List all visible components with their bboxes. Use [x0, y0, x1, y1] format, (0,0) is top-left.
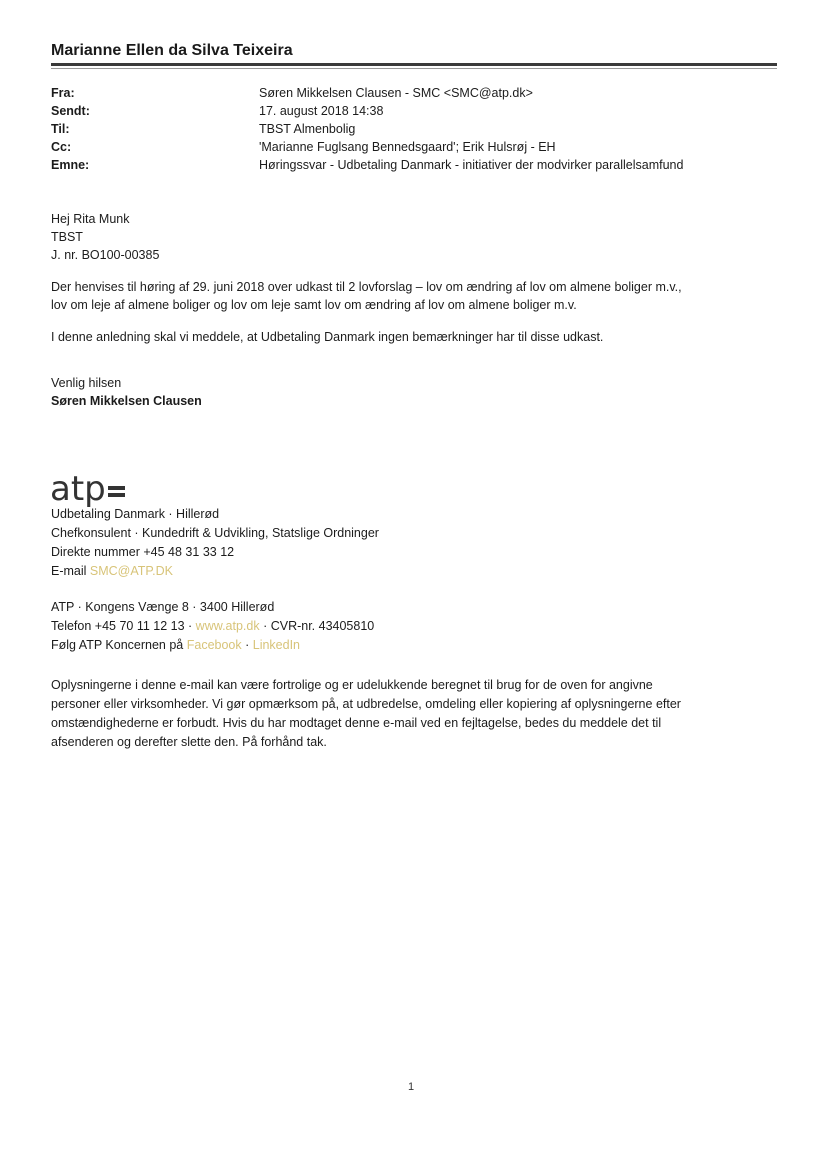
from-value: Søren Mikkelsen Clausen - SMC <SMC@atp.dk> [259, 86, 533, 100]
contact-phone-line [51, 617, 781, 636]
disclaimer-line-1: Oplysningerne i denne e-mail kan være fortrolige og er udelukkende beregnet til brug for de oven for angivne [51, 678, 653, 692]
subject-label: Emne: [51, 158, 90, 172]
follow-text: Følg ATP Koncernen på [51, 638, 187, 652]
email-header-fields [51, 84, 781, 174]
cvr-text: · CVR-nr. 43405810 [259, 619, 375, 633]
email-body [51, 210, 781, 410]
to-label: Til: [51, 122, 70, 136]
mailbox-owner-name: Marianne Ellen da Silva Teixeira [51, 42, 293, 59]
disclaimer [51, 676, 781, 752]
atp-logo-bars-icon [108, 483, 125, 497]
closing-phrase: Venlig hilsen [51, 376, 122, 390]
atp-logo-text: atp [50, 469, 106, 509]
header-divider-thin [51, 68, 777, 69]
from-label: Fra: [51, 86, 75, 100]
social-line [51, 636, 781, 655]
signature-email-line [51, 562, 781, 581]
subject-value: Høringssvar - Udbetaling Danmark - initiativer der modvirker parallelsamfund [259, 158, 684, 172]
header-row-sent [51, 102, 781, 120]
page-number: 1 [408, 1081, 415, 1093]
body-paragraph-1-line-2: lov om leje af almene boliger og lov om leje samt lov om ændring af lov om almene boliger m.v. [51, 298, 577, 312]
disclaimer-line-2: personer eller virksomheder. Vi gør opmærksom på, at udbredelse, omdeling eller kopiering af oplysningerne efter [51, 697, 681, 711]
header-row-cc [51, 138, 781, 156]
facebook-link[interactable]: Facebook [186, 638, 242, 652]
sent-value: 17. august 2018 14:38 [259, 104, 384, 118]
signature-block [51, 505, 781, 655]
atp-logo [50, 469, 125, 509]
disclaimer-line-3: omstændighederne er forbudt. Hvis du har modtaget denne e-mail ved en fejltagelse, bedes du meddele det til [51, 716, 662, 730]
website-link[interactable]: www.atp.dk [195, 619, 260, 633]
social-separator: · [241, 638, 253, 652]
header-divider-thick [51, 63, 777, 66]
email-link[interactable]: SMC@ATP.DK [89, 564, 173, 578]
signature-org: Udbetaling Danmark · Hillerød [51, 507, 220, 521]
to-value: TBST Almenbolig [259, 122, 356, 136]
signature-phone: Direkte nummer +45 48 31 33 12 [51, 545, 235, 559]
contact-address: ATP · Kongens Vænge 8 · 3400 Hillerød [51, 600, 275, 614]
signature-title: Chefkonsulent · Kundedrift & Udvikling, Statslige Ordninger [51, 526, 379, 540]
phone-text: Telefon +45 70 11 12 13 · [51, 619, 196, 633]
header-row-to [51, 120, 781, 138]
greeting-line: Hej Rita Munk [51, 212, 130, 226]
linkedin-link[interactable]: LinkedIn [252, 638, 301, 652]
case-number: J. nr. BO100-00385 [51, 248, 160, 262]
email-label: E-mail [51, 564, 90, 578]
body-paragraph-2: I denne anledning skal vi meddele, at Udbetaling Danmark ingen bemærkninger har til disse udkast. [51, 330, 604, 344]
cc-label: Cc: [51, 140, 72, 154]
cc-value: 'Marianne Fuglsang Bennedsgaard'; Erik Hulsrøj - EH [259, 140, 556, 154]
header-row-from [51, 84, 781, 102]
body-paragraph-1-line-1: Der henvises til høring af 29. juni 2018 over udkast til 2 lovforslag – lov om ændring af lov om almene boliger m.v., [51, 280, 682, 294]
disclaimer-line-4: afsenderen og derefter slette den. På forhånd tak. [51, 735, 327, 749]
sender-name: Søren Mikkelsen Clausen [51, 394, 202, 408]
header-row-subject [51, 156, 781, 174]
sent-label: Sendt: [51, 104, 90, 118]
recipient-org: TBST [51, 230, 83, 244]
